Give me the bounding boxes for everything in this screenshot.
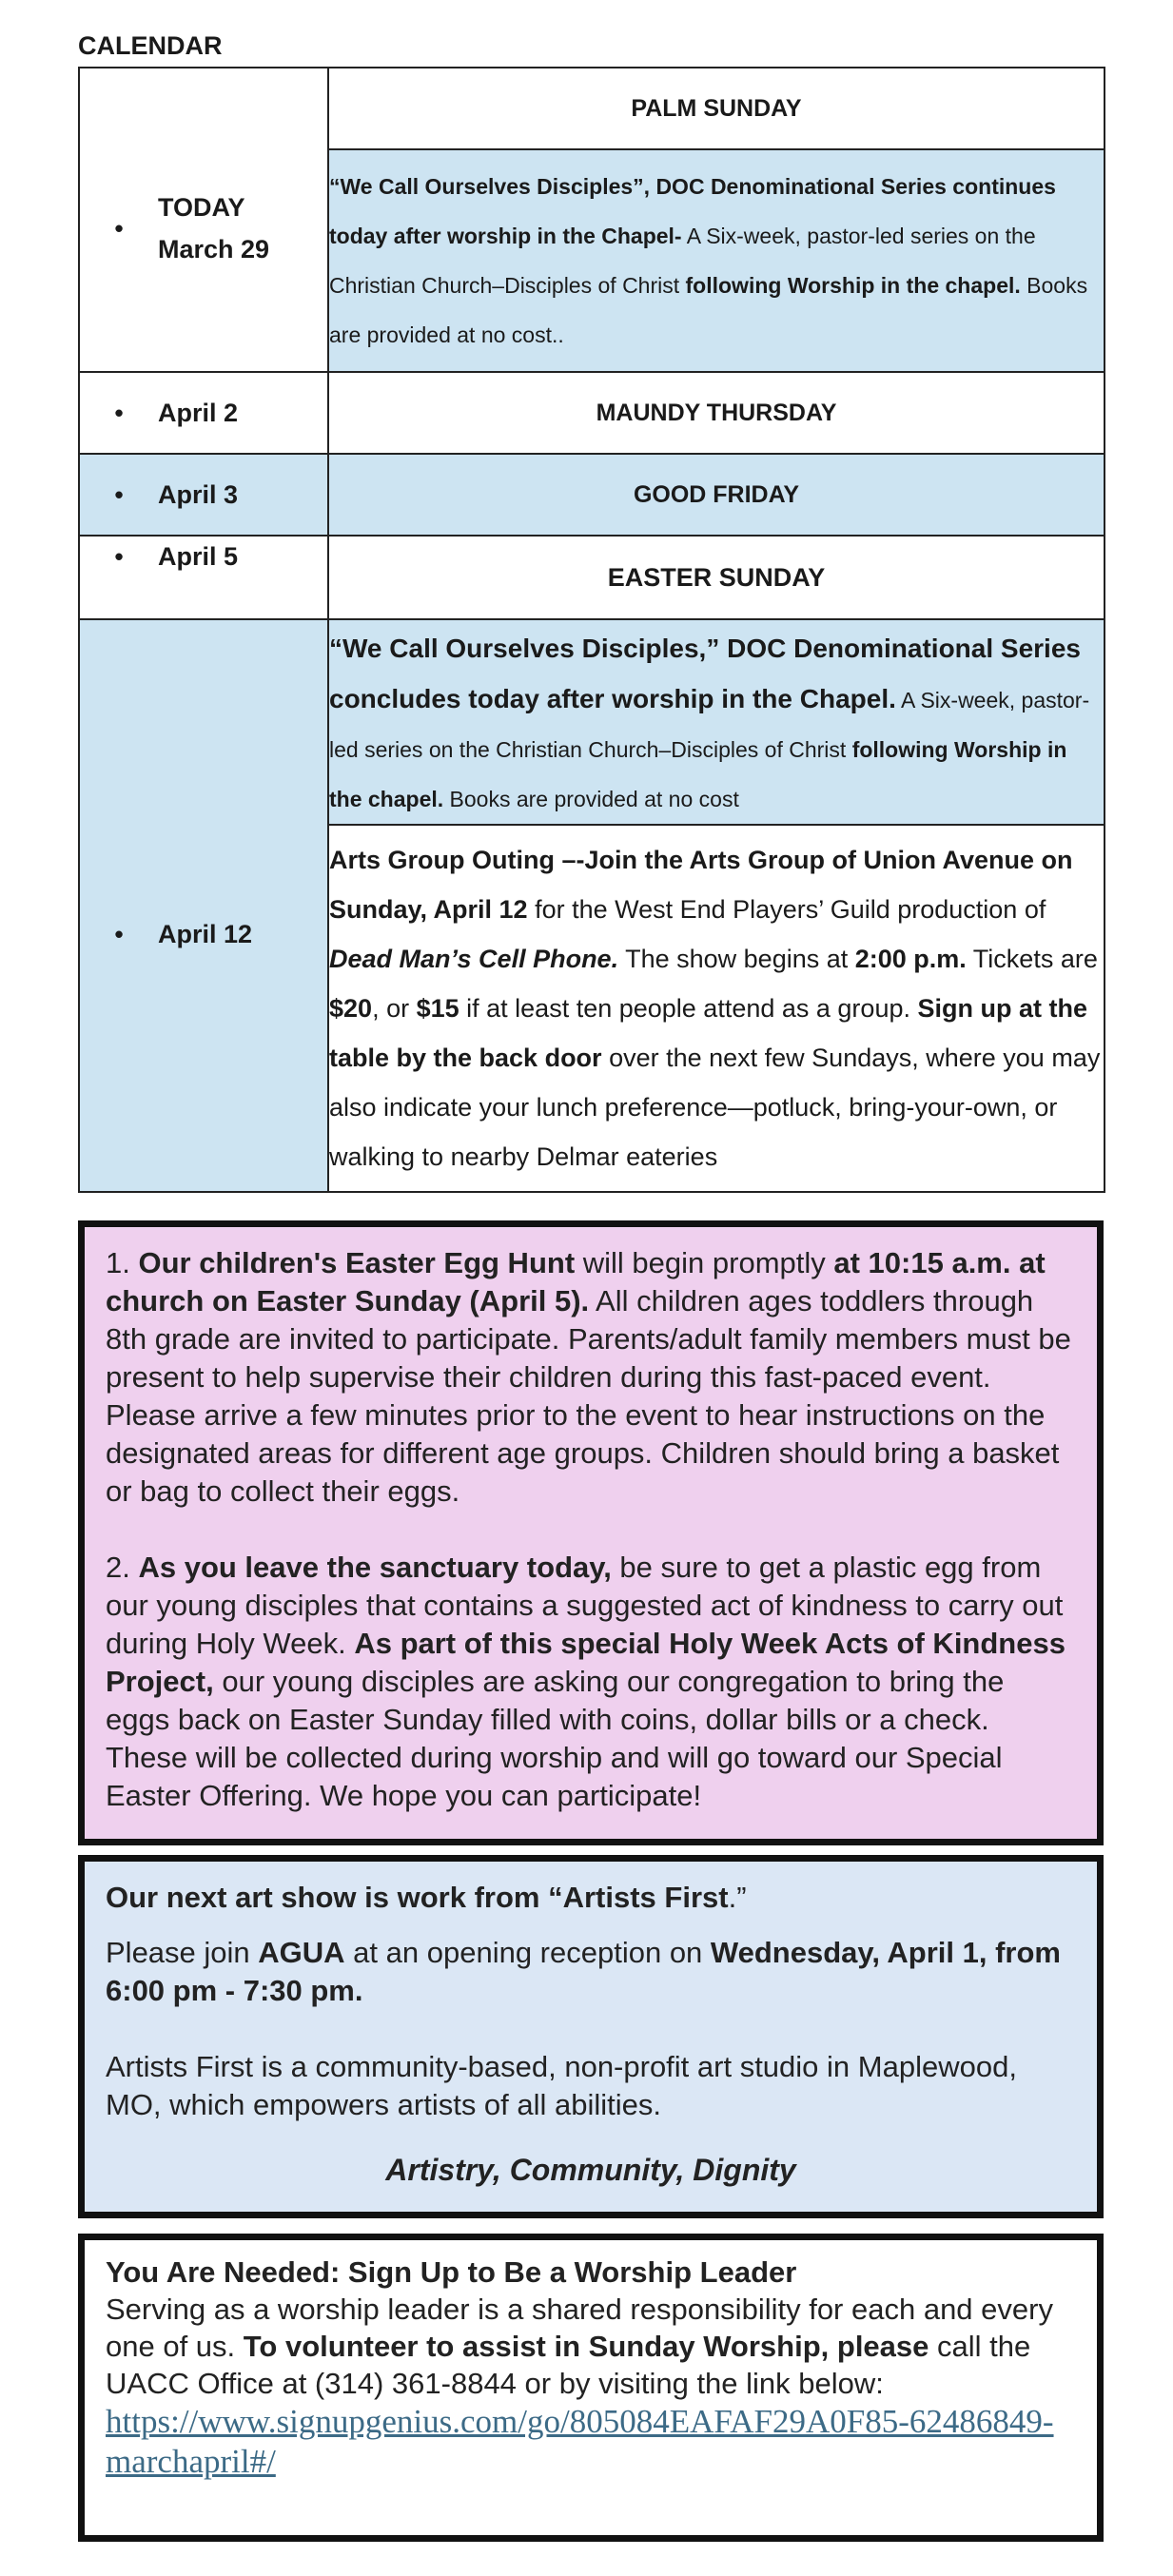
palm-date: March 29 — [158, 235, 270, 263]
bullet: • — [114, 919, 124, 948]
april12-date-cell — [79, 619, 328, 1192]
worship-leader-heading: You Are Needed: Sign Up to Be a Worship Leader — [106, 2255, 797, 2289]
good-friday-date-cell — [79, 454, 328, 536]
worship-leader-box — [78, 2234, 1104, 2542]
easter-egg-hunt-box — [78, 1220, 1104, 1845]
maundy-date: April 2 — [158, 398, 239, 427]
artists-first-about: Artists First is a community-based, non-profit art studio in Maplewood, MO, which empowers artists of all abilities. — [106, 2050, 1017, 2121]
april12-date: April 12 — [158, 919, 253, 948]
egg-hunt-paragraph: 1. Our children's Easter Egg Hunt will begin promptly at 10:15 a.m. at church on Easter Sunday (April 5). All children ages toddlers through 8th grade are invited to participate. Parents/adult family members must be present to help supervise their children during this fast-paced event. Please arrive a few minutes prior to the event to hear instructions on the designated areas for different age groups. Children should bring a basket or bag to collect their eggs. — [106, 1246, 1071, 1508]
maundy-thursday-event: MAUNDY THURSDAY — [328, 372, 1105, 454]
april12-series-description: “We Call Ourselves Disciples,” DOC Denominational Series concludes today after worship in the Chapel. A Six-week, pastor-led series on the Christian Church–Disciples of Christ following Worship in the chapel. Books are provided at no cost — [328, 619, 1105, 825]
good-friday-event: GOOD FRIDAY — [328, 454, 1105, 536]
art-show-tagline: Artistry, Community, Dignity — [385, 2153, 796, 2187]
worship-leader-text: Serving as a worship leader is a shared responsibility for each and every one of us. To volunteer to assist in Sunday Worship, please call the UACC Office at (314) 361-8844 or by visiting the link below: — [106, 2293, 1053, 2400]
palm-series-description: “We Call Ourselves Disciples”, DOC Denominational Series continues today after worship in the Chapel- A Six-week, pastor-led series on the Christian Church–Disciples of Christ following Worship in the chapel. Books are provided at no cost.. — [328, 149, 1105, 372]
bullet: • — [114, 542, 124, 571]
calendar-table — [78, 67, 1105, 1193]
easter-date-cell — [79, 536, 328, 619]
easter-date: April 5 — [158, 542, 239, 571]
art-show-box — [78, 1855, 1104, 2218]
art-show-reception: Please join AGUA at an opening reception on Wednesday, April 1, from 6:00 pm - 7:30 pm. — [106, 1936, 1061, 2007]
palm-date-cell — [79, 68, 328, 372]
easter-sunday-event: EASTER SUNDAY — [328, 536, 1105, 619]
maundy-date-cell — [79, 372, 328, 454]
bullet: • — [114, 479, 124, 509]
acts-of-kindness-paragraph: 2. As you leave the sanctuary today, be sure to get a plastic egg from our young disciples that contains a suggested act of kindness to carry out during Holy Week. As part of this special Holy Week Acts of Kindness Project, our young disciples are asking our congregation to bring the eggs back on Easter Sunday filled with coins, dollar bills or a check. These will be collected during worship and will go toward our Special Easter Offering. We hope you can participate! — [106, 1551, 1065, 1812]
arts-group-outing: Arts Group Outing –-Join the Arts Group of Union Avenue on Sunday, April 12 for the West End Players’ Guild production of Dead Man’s Cell Phone. The show begins at 2:00 p.m. Tickets are $20, or $15 if at least ten people attend as a group. Sign up at the table by the back door over the next few Sundays, where you may also indicate your lunch preference—potluck, bring-your-own, or walking to nearby Delmar eateries — [328, 825, 1105, 1192]
palm-sunday-event: PALM SUNDAY — [328, 68, 1105, 149]
today-label: TODAY — [158, 193, 245, 222]
signup-genius-link[interactable]: https://www.signupgenius.com/go/805084EAFAF29A0F85-62486849-marchapril#/ — [106, 2403, 1054, 2480]
good-friday-date: April 3 — [158, 479, 239, 509]
calendar-heading: CALENDAR — [78, 31, 223, 60]
bullet: • — [114, 398, 124, 427]
bullet: • — [114, 213, 124, 243]
art-show-heading: Our next art show is work from “Artists First.” — [106, 1881, 747, 1914]
